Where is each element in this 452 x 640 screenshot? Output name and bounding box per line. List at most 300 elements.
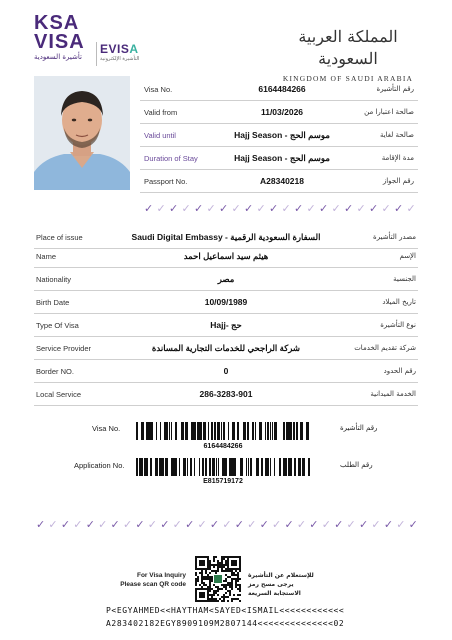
- qr-module: [229, 592, 231, 594]
- qr-module: [209, 572, 211, 574]
- barcode-bar: [187, 458, 188, 476]
- barcode-bar: [222, 458, 225, 476]
- qr-module: [207, 574, 209, 576]
- check-mark-icon: ✓: [85, 518, 95, 531]
- check-mark-icon: ✓: [206, 202, 216, 215]
- barcode-bar: [163, 458, 164, 476]
- qr-module: [215, 600, 217, 602]
- qr-module: [217, 588, 219, 590]
- barcode-bar: [289, 422, 290, 440]
- qr-module: [225, 562, 227, 564]
- qr-module: [221, 566, 223, 568]
- evisa-logo-arabic: التأشيرة الإلكترونية: [100, 56, 140, 62]
- qr-module: [195, 572, 197, 574]
- field-value: شركة الراجحي للخدمات التجارية المساندة: [151, 342, 301, 353]
- field-label: Duration of Stay: [144, 153, 198, 163]
- field-value: Hajj Season - موسم الحج: [234, 152, 330, 163]
- qr-module: [223, 580, 225, 582]
- barcode-bar: [261, 458, 262, 476]
- qr-module: [237, 598, 239, 600]
- qr-module: [223, 570, 225, 572]
- qr-module: [237, 594, 239, 596]
- qr-module: [237, 588, 239, 590]
- field-label-arabic: رقم الجواز: [382, 177, 414, 185]
- decorative-check-strip: [36, 518, 418, 532]
- check-mark-icon: ✓: [98, 518, 108, 531]
- barcode-bar: [150, 458, 152, 476]
- qr-module: [223, 596, 225, 598]
- qr-module: [201, 586, 203, 588]
- qr-module: [239, 594, 241, 596]
- application-barcode-label: Application No.: [74, 461, 125, 470]
- field-label-arabic: رقم الحدود: [383, 367, 416, 375]
- field-label-arabic: تاريخ الميلاد: [382, 298, 416, 306]
- barcode-bar: [141, 458, 143, 476]
- barcode-bar: [148, 422, 151, 440]
- qr-module: [223, 600, 225, 602]
- qr-module: [201, 578, 203, 580]
- check-mark-icon: ✓: [369, 202, 379, 215]
- qr-module: [211, 594, 213, 596]
- qr-module: [217, 568, 219, 570]
- qr-module: [209, 586, 211, 588]
- check-mark-icon: ✓: [185, 518, 195, 531]
- qr-module: [229, 582, 231, 584]
- check-mark-icon: ✓: [284, 518, 294, 531]
- qr-module: [215, 586, 217, 588]
- check-mark-icon: ✓: [244, 202, 254, 215]
- check-mark-icon: ✓: [181, 202, 191, 215]
- qr-line1-arabic: للإستعلام عن التأشيرة: [248, 572, 314, 579]
- qr-module: [199, 560, 205, 566]
- evisa-logo-prefix: EVIS: [100, 42, 130, 56]
- qr-module: [227, 576, 229, 578]
- field-label-arabic: صالحة لغاية: [379, 131, 414, 139]
- qr-module: [237, 578, 239, 580]
- barcode-bar: [151, 422, 153, 440]
- field-label-arabic: مصدر التأشيرة: [373, 233, 416, 241]
- qr-module: [225, 580, 227, 582]
- qr-module: [215, 556, 217, 558]
- qr-module: [219, 598, 221, 600]
- barcode-bar: [202, 458, 203, 476]
- qr-module: [214, 575, 222, 583]
- field-value: هيثم سيد اسماعيل احمد: [183, 250, 269, 261]
- qr-module: [195, 582, 197, 584]
- barcode-bar: [242, 458, 243, 476]
- qr-module: [225, 570, 227, 572]
- field-label: Visa No.: [144, 84, 173, 94]
- field-label: Type Of Visa: [36, 320, 79, 330]
- qr-module: [231, 578, 233, 580]
- barcode-bar: [221, 422, 222, 440]
- qr-module: [205, 584, 207, 586]
- barcode-bar: [215, 422, 216, 440]
- qr-module: [225, 592, 227, 594]
- qr-module: [227, 600, 229, 602]
- check-mark-icon: ✓: [309, 518, 319, 531]
- ksa-logo-line1: KSA: [34, 12, 80, 34]
- field-label-arabic: مدة الإقامة: [381, 154, 414, 162]
- field-label-arabic: رقم التأشيرة: [376, 85, 414, 93]
- barcode-bar: [247, 422, 248, 440]
- barcode-bar: [194, 458, 195, 476]
- qr-module: [215, 592, 217, 594]
- qr-module: [209, 564, 211, 566]
- qr-module: [225, 584, 227, 586]
- qr-module: [221, 568, 223, 570]
- barcode-bar: [181, 422, 184, 440]
- barcode-bar: [186, 422, 188, 440]
- check-mark-icon: ✓: [219, 202, 229, 215]
- barcode-bar: [171, 458, 174, 476]
- check-mark-icon: ✓: [234, 518, 244, 531]
- qr-module: [201, 582, 203, 584]
- field-label: Local Service: [36, 389, 82, 399]
- qr-module: [209, 568, 211, 570]
- qr-module: [225, 588, 227, 590]
- qr-module: [217, 600, 219, 602]
- field-nationality: [34, 268, 418, 291]
- barcode-bar: [199, 458, 200, 476]
- qr-module: [229, 590, 231, 592]
- qr-module: [227, 570, 229, 572]
- qr-module: [239, 578, 241, 580]
- check-mark-icon: ✓: [269, 202, 279, 215]
- qr-module: [195, 578, 197, 580]
- barcode-bar: [165, 422, 168, 440]
- field-label: Passport No.: [144, 176, 188, 186]
- ksa-logo-arabic: تأشيرة السعودية: [34, 53, 82, 61]
- qr-module: [203, 582, 205, 584]
- qr-module: [203, 584, 205, 586]
- barcode-bar: [246, 458, 247, 476]
- qr-module: [225, 586, 227, 588]
- qr-module: [219, 566, 221, 568]
- evisa-logo-suffix: A: [129, 42, 139, 56]
- qr-module: [217, 560, 219, 562]
- check-mark-icon: ✓: [36, 518, 46, 531]
- barcode-bar: [195, 422, 196, 440]
- field-value: 11/03/2026: [260, 107, 304, 117]
- visa-barcode-value: 6164484266: [203, 443, 243, 450]
- barcode-bar: [290, 458, 292, 476]
- barcode-bar: [179, 458, 180, 476]
- field-local-service: [34, 383, 418, 406]
- check-mark-icon: ✓: [135, 518, 145, 531]
- check-mark-icon: ✓: [144, 202, 154, 215]
- qr-module: [227, 584, 229, 586]
- qr-module: [217, 566, 219, 568]
- qr-module: [209, 576, 211, 578]
- barcode-bar: [265, 422, 266, 440]
- qr-line1: For Visa Inquiry: [136, 572, 186, 579]
- ksa-visa-logo: [34, 14, 104, 70]
- check-mark-icon: ✓: [396, 518, 406, 531]
- qr-module: [209, 594, 211, 596]
- check-mark-icon: ✓: [346, 518, 356, 531]
- barcode-bar: [218, 458, 219, 476]
- barcode-bar: [272, 422, 273, 440]
- qr-module: [231, 582, 233, 584]
- barcode-bar: [287, 422, 289, 440]
- qr-module: [209, 580, 211, 582]
- qr-module: [225, 560, 227, 562]
- qr-module: [231, 580, 233, 582]
- check-mark-icon: ✓: [408, 518, 418, 531]
- qr-module: [235, 586, 237, 588]
- barcode-bar: [259, 422, 262, 440]
- qr-module: [215, 570, 217, 572]
- barcode-bar: [175, 422, 177, 440]
- barcode-bar: [217, 422, 220, 440]
- barcode-bar: [208, 422, 209, 440]
- qr-module: [235, 570, 237, 572]
- field-label: Place of issue: [36, 232, 83, 242]
- barcode-bar: [268, 422, 269, 440]
- barcode-bar: [252, 422, 254, 440]
- barcode-bar: [243, 422, 246, 440]
- check-mark-icon: ✓: [73, 518, 83, 531]
- barcode-bar: [203, 422, 206, 440]
- qr-module: [213, 600, 215, 602]
- qr-module: [239, 570, 241, 572]
- visa-barcode-label-arabic: رقم التأشيرة: [340, 424, 378, 432]
- field-valid-until: [140, 124, 418, 147]
- qr-module: [221, 564, 223, 566]
- check-mark-icon: ✓: [321, 518, 331, 531]
- holder-portrait-image: [34, 76, 130, 190]
- barcode-bar: [290, 422, 292, 440]
- qr-module: [237, 580, 239, 582]
- barcode-bar: [256, 458, 257, 476]
- kingdom-english-title: KINGDOM OF SAUDI ARABIA: [282, 74, 414, 83]
- field-duration-of-stay: [140, 147, 418, 170]
- field-value: A28340218: [260, 176, 304, 186]
- barcode-bar: [228, 422, 229, 440]
- check-mark-icon: ✓: [319, 202, 329, 215]
- check-mark-icon: ✓: [169, 202, 179, 215]
- qr-module: [223, 598, 225, 600]
- check-mark-icon: ✓: [197, 518, 207, 531]
- check-mark-icon: ✓: [281, 202, 291, 215]
- check-mark-icon: ✓: [147, 518, 158, 531]
- qr-module: [209, 600, 211, 602]
- application-number-barcode: [136, 458, 310, 476]
- qr-module: [223, 594, 225, 596]
- barcode-bar: [185, 458, 186, 476]
- qr-module: [201, 574, 203, 576]
- field-visa-no: [140, 78, 418, 101]
- field-passport-no: [140, 170, 418, 193]
- barcode-bar: [190, 458, 192, 476]
- check-mark-icon: ✓: [222, 518, 232, 531]
- field-name: [34, 245, 418, 268]
- barcode-bar: [270, 458, 271, 476]
- qr-module: [211, 570, 213, 572]
- field-label: Valid until: [144, 130, 176, 140]
- barcode-bar: [160, 422, 161, 440]
- qr-module: [211, 580, 213, 582]
- qr-module: [239, 584, 241, 586]
- field-label-arabic: الجنسية: [393, 275, 416, 283]
- barcode-bar: [155, 458, 158, 476]
- qr-module: [221, 556, 223, 558]
- barcode-bar: [230, 458, 233, 476]
- qr-module: [211, 578, 213, 580]
- qr-module: [209, 582, 211, 584]
- check-mark-icon: ✓: [160, 518, 170, 531]
- barcode-bar: [270, 422, 271, 440]
- qr-module: [213, 560, 215, 562]
- mrz-line-1: P<EGYAHMED<<HAYTHAM<SAYED<ISMAIL<<<<<<<<<<<<: [106, 606, 345, 615]
- field-value: Hajj- حج: [210, 319, 242, 330]
- qr-module: [235, 580, 237, 582]
- qr-module: [201, 580, 203, 582]
- qr-module: [221, 596, 223, 598]
- check-mark-icon: ✓: [110, 518, 120, 531]
- barcode-bar: [146, 458, 148, 476]
- qr-module: [223, 584, 225, 586]
- barcode-bar: [248, 458, 249, 476]
- qr-module: [199, 572, 201, 574]
- qr-module: [239, 590, 241, 592]
- barcode-bar: [199, 422, 202, 440]
- qr-module: [207, 576, 209, 578]
- qr-module: [223, 558, 225, 560]
- field-label-arabic: شركة تقديم الخدمات: [354, 344, 416, 352]
- qr-module: [203, 578, 205, 580]
- qr-module: [213, 598, 215, 600]
- field-label: Birth Date: [36, 297, 70, 307]
- check-mark-icon: ✓: [294, 202, 304, 215]
- qr-module: [233, 598, 235, 600]
- qr-module: [217, 590, 219, 592]
- qr-module: [213, 594, 215, 596]
- check-mark-icon: ✓: [406, 202, 416, 215]
- check-mark-icon: ✓: [358, 518, 369, 531]
- qr-module: [227, 582, 229, 584]
- qr-module: [227, 590, 229, 592]
- qr-module: [209, 560, 211, 562]
- qr-module: [235, 578, 237, 580]
- qr-module: [195, 574, 197, 576]
- qr-module: [197, 580, 199, 582]
- barcode-bar: [262, 458, 263, 476]
- field-value: 0: [223, 366, 229, 376]
- field-type-of-visa: [34, 314, 418, 337]
- field-value: مصر: [217, 273, 235, 284]
- qr-module: [231, 584, 233, 586]
- qr-module: [213, 592, 215, 594]
- qr-module: [239, 588, 241, 590]
- qr-module: [199, 584, 201, 586]
- qr-module: [239, 600, 241, 602]
- field-value: Hajj Season - موسم الحج: [234, 129, 330, 140]
- holder-photo: [34, 76, 130, 190]
- qr-code[interactable]: [195, 556, 241, 602]
- qr-module: [209, 588, 211, 590]
- barcode-bar: [237, 422, 239, 440]
- barcode-bar: [267, 458, 269, 476]
- qr-module: [223, 586, 225, 588]
- qr-module: [221, 570, 223, 572]
- qr-module: [217, 594, 219, 596]
- qr-module: [211, 576, 213, 578]
- field-value: 286-3283-901: [199, 389, 253, 399]
- barcode-bar: [156, 422, 157, 440]
- qr-module: [235, 582, 237, 584]
- qr-module: [223, 566, 225, 568]
- decorative-check-strip: [144, 202, 416, 216]
- qr-module: [233, 578, 235, 580]
- field-label: Nationality: [36, 274, 72, 284]
- evisa-logo: [100, 42, 144, 68]
- barcode-bar: [174, 458, 177, 476]
- visa-number-barcode: [136, 422, 310, 440]
- qr-module: [223, 556, 225, 558]
- qr-module: [211, 598, 213, 600]
- qr-module: [217, 570, 219, 572]
- field-birth-date: [34, 291, 418, 314]
- qr-module: [195, 580, 197, 582]
- qr-module: [229, 576, 231, 578]
- check-mark-icon: ✓: [156, 202, 166, 215]
- check-mark-icon: ✓: [259, 518, 269, 531]
- barcode-bar: [212, 458, 215, 476]
- barcode-bar: [223, 422, 225, 440]
- qr-module: [211, 564, 213, 566]
- qr-module: [219, 588, 221, 590]
- field-value: 6164484266: [258, 84, 306, 94]
- qr-module: [239, 586, 241, 588]
- qr-module: [221, 584, 223, 586]
- qr-module: [211, 600, 213, 602]
- check-mark-icon: ✓: [334, 518, 344, 531]
- barcode-bar: [274, 422, 277, 440]
- qr-module: [213, 556, 215, 558]
- barcode-bar: [225, 458, 227, 476]
- check-mark-icon: ✓: [256, 202, 266, 215]
- qr-module: [231, 598, 233, 600]
- qr-module: [225, 574, 227, 576]
- field-valid-from: [140, 101, 418, 124]
- ksa-logo-line2: VISA: [34, 31, 85, 53]
- qr-module: [221, 558, 223, 560]
- check-mark-icon: ✓: [306, 202, 316, 215]
- check-mark-icon: ✓: [231, 202, 241, 215]
- barcode-bar: [255, 422, 256, 440]
- check-mark-icon: ✓: [272, 518, 282, 531]
- check-mark-icon: ✓: [122, 518, 133, 531]
- check-mark-icon: ✓: [331, 202, 341, 215]
- qr-module: [213, 570, 215, 572]
- field-service-provider: [34, 337, 418, 360]
- qr-module: [225, 578, 227, 580]
- qr-instructions-arabic: [248, 571, 320, 598]
- check-mark-icon: ✓: [371, 518, 381, 531]
- field-label-arabic: الإسم: [399, 252, 416, 260]
- qr-module: [209, 590, 211, 592]
- qr-module: [201, 576, 203, 578]
- barcode-bar: [159, 458, 162, 476]
- qr-module: [235, 584, 237, 586]
- qr-module: [237, 574, 239, 576]
- qr-module: [229, 594, 231, 596]
- barcode-bar: [141, 422, 144, 440]
- qr-module: [225, 568, 227, 570]
- qr-module: [231, 572, 233, 574]
